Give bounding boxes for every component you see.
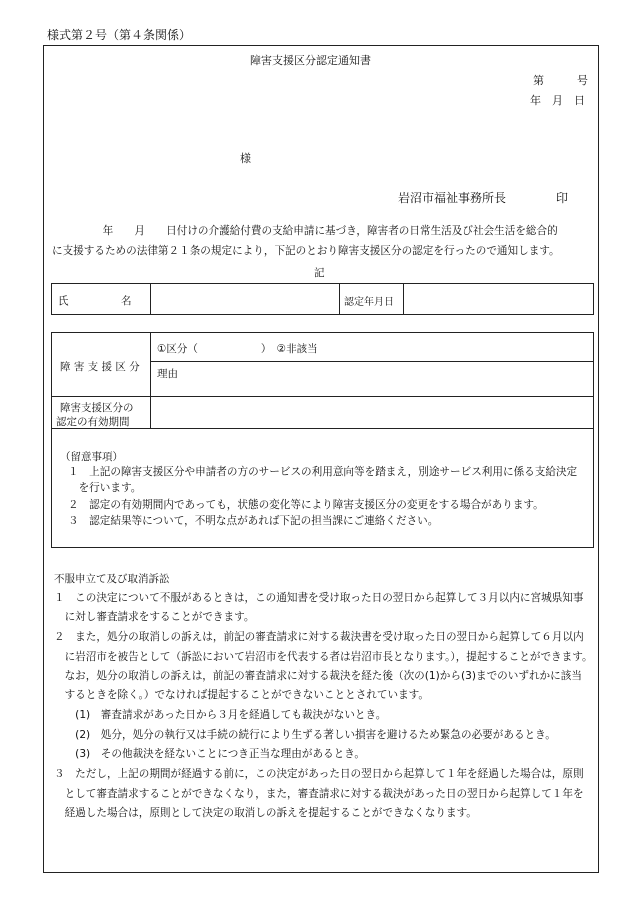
appeal-line: (1) 審査請求があった日から３月を経過しても裁決がないとき。	[54, 709, 387, 721]
note-item-1: １ 上記の障害支援区分や申請者の方のサービスの利用意向等を踏まえ，別途サービス利用に係る支給決定	[68, 466, 578, 478]
appeal-line: に岩沼市を被告として（訴訟において岩沼市を代表する者は岩沼市長となります。），提起することができます。	[54, 651, 593, 663]
appeal-line: (3) その他裁決を経ないことにつき正当な理由があるとき。	[54, 748, 365, 760]
reason-label: 理由	[157, 368, 178, 380]
seal-mark: 印	[556, 191, 569, 205]
period-label-2: 認定の有効期間	[56, 416, 130, 428]
body-line-2: に支援するための法律第２１条の規定により，下記のとおり障害支援区分の認定を行ったので通知します。	[52, 245, 560, 257]
appeal-line: に対し審査請求をすることができます。	[54, 611, 255, 623]
category-label: 障 害 支 援 区 分	[60, 361, 140, 373]
appeal-line: するときを除く。）でなければ提起することができないこととされています。	[54, 689, 430, 701]
note-item-1-cont: を行います。	[68, 482, 142, 494]
appeal-line: 経過した場合は，原則として決定の取消しの訴えを提起することができなくなります。	[54, 807, 477, 819]
name-date-table	[51, 283, 594, 315]
name-label: 氏 名	[58, 295, 132, 307]
issuer-name: 岩沼市福祉事務所長	[398, 191, 507, 205]
note-item-3: ３ 認定結果等について，不明な点があれば下記の担当課にご連絡ください。	[68, 515, 439, 527]
note-item-2: ２ 認定の有効期間内であっても，状態の変化等により障害支援区分の変更をする場合があります。	[68, 499, 544, 511]
document-date: 年 月 日	[530, 94, 585, 107]
appeal-line: １ この決定について不服があるときは，この通知書を受け取った日の翌日から起算して３月以内に宮城県知事	[54, 592, 584, 604]
addressee-suffix: 様	[240, 152, 251, 165]
period-label-1: 障害支援区分の	[60, 402, 134, 414]
category-options[interactable]: ①区分（ ） ②非該当	[157, 343, 318, 355]
appeal-line: ２ また，処分の取消しの訴えは，前記の審査請求に対する裁決書を受け取った日の翌日から起算して６月以内	[54, 631, 584, 643]
appeal-line: ３ ただし，上記の期間が経過する前に，この決定があった日の翌日から起算して１年を経過した場合は，原則	[54, 768, 584, 780]
form-label: 様式第２号（第４条関係）	[47, 28, 192, 42]
appeal-line: (2) 処分，処分の執行又は手続の続行により生ずる著しい損害を避けるため緊急の必要があるとき。	[54, 729, 556, 741]
ki-label: 記	[314, 267, 325, 279]
date-label: 認定年月日	[344, 297, 394, 308]
document-title: 障害支援区分認定通知書	[250, 54, 371, 67]
appeal-line: として審査請求することができなくなり，また，審査請求に対する裁決があった日の翌日から起算して１年を	[54, 788, 584, 800]
body-line-1: 年 月 日付けの介護給付費の支給申請に基づき，障害者の日常生活及び社会生活を総合的	[92, 225, 558, 237]
appeal-line: なお，処分の取消しの訴えは，前記の審査請求に対する裁決を経た後（次の(1)から(3)までのいずれかに該当	[54, 670, 582, 682]
notes-heading: （留意事項）	[60, 451, 123, 463]
appeal-heading: 不服申立て及び取消訴訟	[54, 573, 170, 585]
document-number: 第 号	[533, 74, 588, 87]
